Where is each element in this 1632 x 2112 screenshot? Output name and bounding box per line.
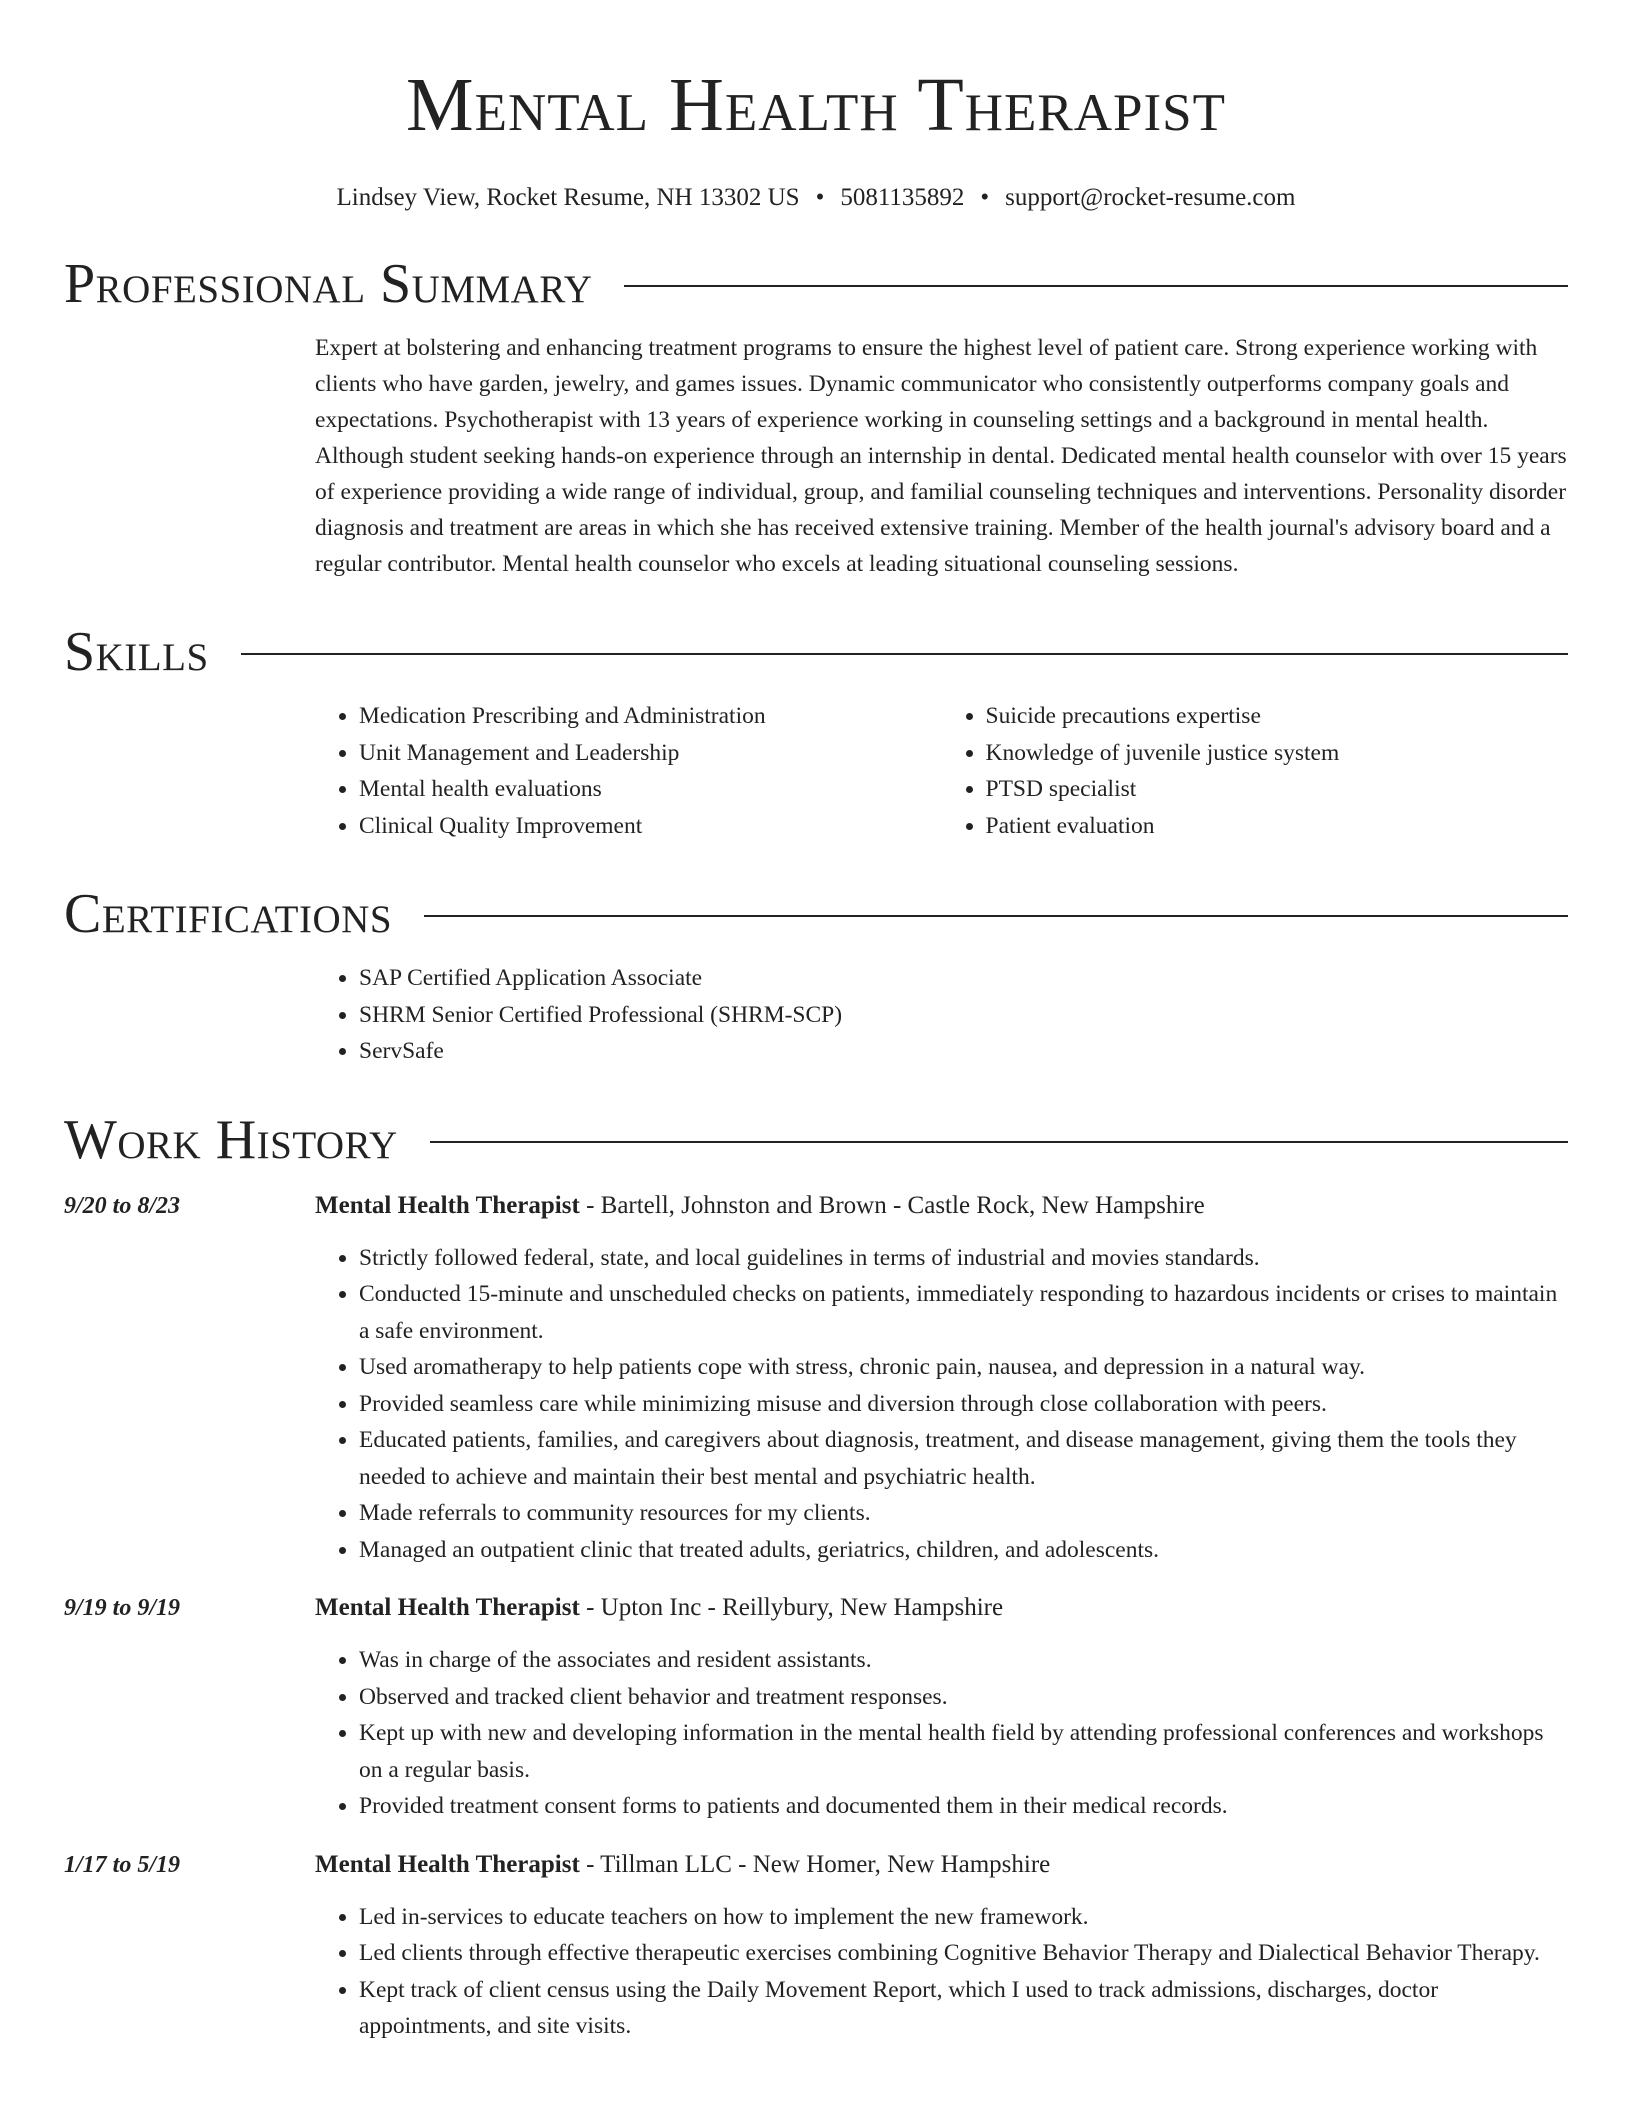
- job-title: Mental Health Therapist: [315, 1850, 580, 1878]
- section-divider: [430, 1141, 1568, 1143]
- skill-item: • Suicide precautions expertise: [986, 698, 1569, 735]
- job-duty-item: • Led clients through effective therapeutic exercises combining Cognitive Behavior Therapy and Dialectical Behavior Therapy.: [359, 1935, 1568, 1972]
- skill-item: • Unit Management and Leadership: [359, 735, 942, 772]
- job-heading: [315, 1188, 1568, 1224]
- skill-item: • Clinical Quality Improvement: [359, 808, 942, 845]
- certifications-heading: Certifications: [64, 883, 393, 945]
- job-entry: [64, 1188, 1568, 1569]
- job-duties-list: [315, 1642, 1568, 1825]
- summary-heading: Professional Summary: [64, 253, 593, 315]
- work-history-heading: Work History: [64, 1108, 398, 1171]
- section-divider: [424, 915, 1568, 917]
- job-title: Mental Health Therapist: [315, 1594, 580, 1621]
- job-duty-item: • Used aromatherapy to help patients cope with stress, chronic pain, nausea, and depression in a natural way.: [359, 1349, 1568, 1386]
- contact-address: Lindsey View, Rocket Resume, NH 13302 US: [336, 184, 800, 211]
- job-heading: [315, 1590, 1568, 1626]
- job-employer-location: - Bartell, Johnston and Brown - Castle Rock, New Hampshire: [579, 1191, 1205, 1219]
- job-duties-list: [315, 1899, 1568, 2045]
- job-details: [315, 1847, 1568, 2045]
- job-duty-item: • Made referrals to community resources for my clients.: [359, 1495, 1568, 1532]
- job-heading: [315, 1847, 1568, 1883]
- summary-section-header: [64, 252, 1568, 316]
- resume-page: [64, 0, 1568, 2045]
- skills-list-left: [315, 698, 942, 844]
- job-duty-item: • Was in charge of the associates and resident assistants.: [359, 1642, 1568, 1679]
- summary-text: Expert at bolstering and enhancing treatment programs to ensure the highest level of patient care. Strong experience working with clients who have garden, jewelry, and games issues. Dynamic communicator who consistently outperforms company goals and expectations. Psychotherapist with 13 years of experience working in counseling settings and a background in mental health. Although student seeking hands-on experience through an internship in dental. Dedicated mental health counselor with over 15 years of experience providing a wide range of individual, group, and familial counseling techniques and interventions. Personality disorder diagnosis and treatment are areas in which she has received extensive training. Member of the health journal's advisory board and a regular contributor. Mental health counselor who excels at leading situational counseling sessions.: [315, 335, 1567, 577]
- contact-separator: •: [980, 184, 990, 211]
- certifications-block: [315, 960, 1568, 1070]
- skill-item: • Mental health evaluations: [359, 771, 942, 808]
- job-duty-item: • Kept up with new and developing information in the mental health field by attending professional conferences and workshops on a regular basis.: [359, 1715, 1568, 1788]
- job-dates: 9/19 to 9/19: [64, 1595, 181, 1621]
- job-duty-item: • Managed an outpatient clinic that treated adults, geriatrics, children, and adolescents.: [359, 1532, 1568, 1569]
- certifications-list: [315, 960, 1568, 1070]
- certification-item: • ServSafe: [359, 1033, 1568, 1070]
- certification-item: • SHRM Senior Certified Professional (SHRM-SCP): [359, 997, 1568, 1034]
- skills-grid: [315, 698, 1568, 844]
- job-duty-item: • Kept track of client census using the Daily Movement Report, which I used to track admissions, discharges, doctor appointments, and site visits.: [359, 1972, 1568, 2045]
- job-entry: [64, 1847, 1568, 2045]
- certifications-section-header: [64, 882, 1568, 946]
- job-details: [315, 1188, 1568, 1569]
- job-dates: 9/20 to 8/23: [64, 1192, 181, 1219]
- skill-item: • PTSD specialist: [986, 771, 1569, 808]
- skills-list-right: [942, 698, 1569, 844]
- job-dates: 1/17 to 5/19: [64, 1851, 181, 1878]
- job-duties-list: [315, 1240, 1568, 1569]
- job-entry: [64, 1590, 1568, 1825]
- skills-heading: Skills: [64, 621, 209, 683]
- section-divider: [241, 653, 1568, 655]
- contact-line: [64, 182, 1568, 214]
- job-duty-item: • Provided seamless care while minimizing misuse and diversion through close collaboration with peers.: [359, 1386, 1568, 1423]
- work-history-list: [64, 1188, 1568, 2045]
- job-employer-location: - Upton Inc - Reillybury, New Hampshire: [579, 1594, 1004, 1621]
- certification-item: • SAP Certified Application Associate: [359, 960, 1568, 997]
- section-divider: [624, 285, 1568, 287]
- job-duty-item: • Provided treatment consent forms to patients and documented them in their medical records.: [359, 1788, 1568, 1825]
- job-duty-item: • Observed and tracked client behavior and treatment responses.: [359, 1679, 1568, 1716]
- skill-item: • Patient evaluation: [986, 808, 1569, 845]
- work-history-section-header: [64, 1108, 1568, 1172]
- job-duty-item: • Educated patients, families, and caregivers about diagnosis, treatment, and disease management, giving them the tools they needed to achieve and maintain their best mental and psychiatric health.: [359, 1422, 1568, 1495]
- job-duty-item: • Led in-services to educate teachers on how to implement the new framework.: [359, 1899, 1568, 1936]
- job-employer-location: - Tillman LLC - New Homer, New Hampshire: [579, 1850, 1051, 1878]
- job-duty-item: • Conducted 15-minute and unscheduled checks on patients, immediately responding to hazardous incidents or crises to maintain a safe environment.: [359, 1276, 1568, 1349]
- contact-separator: •: [815, 184, 825, 211]
- resume-name: Mental Health Therapist: [406, 63, 1226, 147]
- skill-item: • Knowledge of juvenile justice system: [986, 735, 1569, 772]
- contact-email[interactable]: support@rocket-resume.com: [1005, 184, 1296, 211]
- job-details: [315, 1590, 1568, 1825]
- job-title: Mental Health Therapist: [315, 1191, 580, 1219]
- skills-section-header: [64, 620, 1568, 684]
- skill-item: • Medication Prescribing and Administration: [359, 698, 942, 735]
- job-duty-item: • Strictly followed federal, state, and local guidelines in terms of industrial and movies standards.: [359, 1240, 1568, 1277]
- contact-phone[interactable]: 5081135892: [840, 184, 965, 211]
